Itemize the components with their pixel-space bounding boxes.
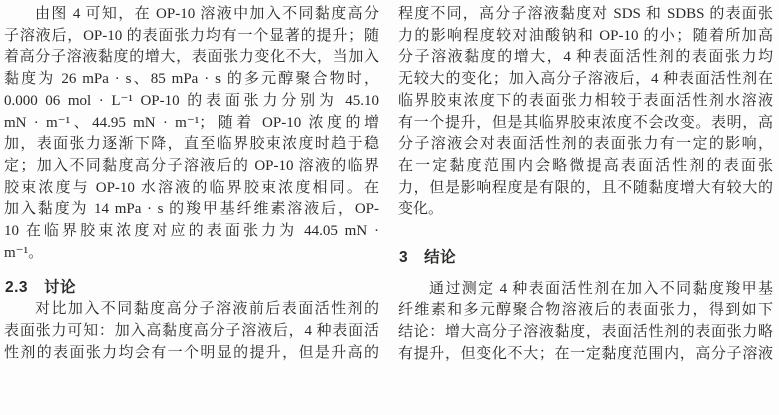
text-line: 加，表面张力逐渐下降，直至临界胶束浓度时趋于稳: [4, 136, 379, 153]
text-line: 表面张力可知：加入高黏度高分子溶液后，4 种表面活: [4, 322, 379, 339]
text-line: 无较大的变化；加入高分子溶液后，4 种表面活性剂在: [398, 71, 773, 88]
text-line: 纤维素和多元醇聚合物溶液后的表面张力，得到如下: [398, 302, 773, 319]
text-line: 有一个提升，但是其临界胶束浓度不会改变。表明，高: [398, 114, 773, 131]
text-line: 结论：增大高分子溶液黏度，表面活性剂的表面张力略: [398, 324, 773, 341]
text-line: 临界胶束浓度下的表面张力相较于表面活性剂水溶液: [398, 92, 773, 109]
text-line: 通过测定 4 种表面活性剂在加入不同黏度羧甲基: [429, 280, 773, 297]
text-line: 黏度为 26 mPa · s、85 mPa · s 的多元醇聚合物时，: [4, 71, 379, 88]
text-line: 变化。: [398, 201, 444, 218]
text-line: 对比加入不同黏度高分子溶液前后表面活性剂的: [35, 301, 379, 318]
text-line: 0.000 06 mol · L⁻¹ OP-10 的表面张力分别为 45.10: [4, 92, 379, 109]
text-line: 定；加入不同黏度高分子溶液后的 OP-10 溶液的临界: [4, 157, 379, 174]
text-line: 在一定黏度范围内会略微提高表面活性剂的表面张: [398, 157, 773, 174]
text-line: 性剂的表面张力均会有一个明显的提升，但是升高的: [4, 344, 379, 361]
text-line: 子溶液后，OP-10 的表面张力均有一个显著的提升；随: [4, 27, 379, 44]
text-line: 力，但是影响程度是有限的，且不随黏度增大有较大的: [398, 179, 773, 196]
text-line: 分子溶液黏度的增大，4 种表面活性剂的表面张力均: [398, 49, 773, 66]
text-line: 胶束浓度与 OP-10 水溶液的临界胶束浓度相同。在: [4, 179, 379, 196]
section-heading: 3 结论: [399, 249, 457, 267]
text-line: 由图 4 可知，在 OP-10 溶液中加入不同黏度高分: [35, 6, 379, 22]
text-line: 力的影响程度较对油酸钠和 OP-10 的小；随着所加高: [398, 27, 773, 44]
section-heading: 2.3 讨论: [5, 279, 77, 297]
text-line: m⁻¹。: [4, 244, 44, 261]
text-line: 程度不同，高分子溶液黏度对 SDS 和 SDBS 的表面张: [398, 6, 773, 22]
right-text-column: [398, 4, 773, 415]
left-text-column: [4, 4, 379, 415]
text-line: 10 在临界胶束浓度对应的表面张力为 44.05 mN ·: [4, 223, 379, 240]
text-line: 分子溶液会对表面活性剂的表面张力有一定的影响，: [398, 136, 773, 153]
text-line: 有提升，但变化不大；在一定黏度范围内，高分子溶液: [398, 345, 773, 362]
text-line: mN · m⁻¹、44.95 mN · m⁻¹；随着 OP-10 浓度的增: [4, 114, 379, 131]
text-line: 着高分子溶液黏度的增大，表面张力变化不大，当加入: [4, 49, 379, 66]
text-line: 加入黏度为 14 mPa · s 的羧甲基纤维素溶液后，OP-: [4, 201, 379, 218]
